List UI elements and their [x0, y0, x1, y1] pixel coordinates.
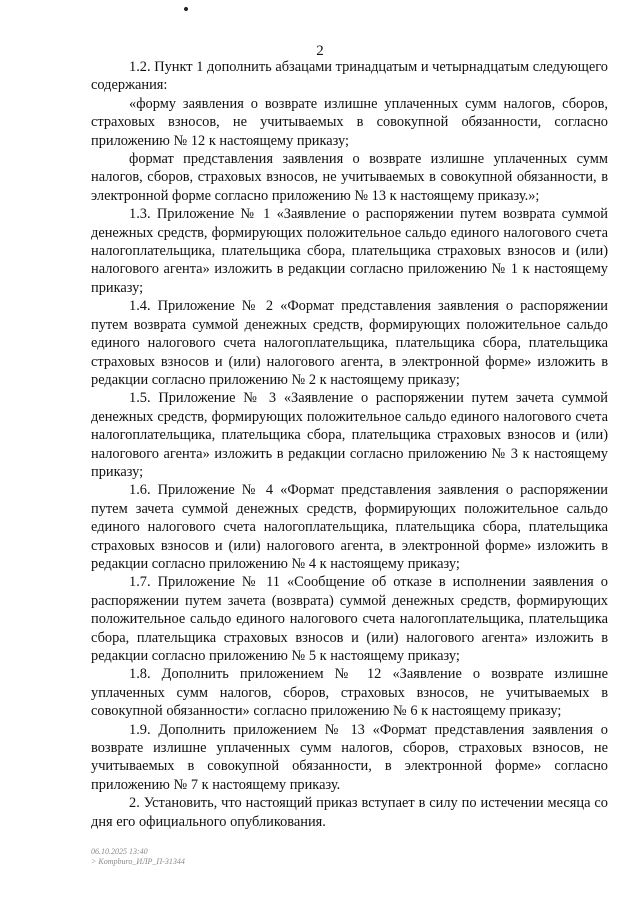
- paragraph-1-6: 1.6. Приложение № 4 «Формат представления заявления о распоряжении путем зачета суммой денежных средств, формирующих положительное сальдо единого налогового счета налогоплательщика, плательщика сбора, плательщика страховых взносов и (или) налогового агента, в электронной форме» изложить в редакции согласно приложению № 4 к настоящему приказу;: [91, 482, 608, 572]
- footer-timestamp: 06.10.2025 13:40: [91, 847, 148, 856]
- paragraph-1-5: 1.5. Приложение № 3 «Заявление о распоряжении путем зачета суммой денежных средств, формирующих положительное сальдо единого налогового счета налогоплательщика, плательщика сбора, плательщика страховых взносов и (или) налогового агента» изложить в редакции согласно приложению № 3 к настоящему приказу;: [91, 390, 608, 480]
- paragraph-2: 2. Установить, что настоящий приказ вступает в силу по истечении месяца со дня его официального опубликования.: [91, 795, 608, 830]
- document-body: [91, 58, 608, 831]
- paragraph-1-9: 1.9. Дополнить приложением № 13 «Формат представления заявления о возврате излишне уплаченных сумм налогов, сборов, страховых взносов, не учитываемых в совокупной обязанности, в электронной форме» согласно приложению № 7 к настоящему приказу.: [91, 721, 608, 793]
- paragraph-1-3: 1.3. Приложение № 1 «Заявление о распоряжении путем возврата суммой денежных средств, формирующих положительное сальдо единого налогового счета налогоплательщика, плательщика сбора, плательщика страховых взносов и (или) налогового агента» изложить в редакции согласно приложению № 1 к настоящему приказу;: [91, 206, 608, 296]
- footer-document-id: > Kompburo_ИЛР_П-31344: [91, 857, 185, 866]
- paragraph-1-2: 1.2. Пункт 1 дополнить абзацами тринадцатым и четырнадцатым следующего содержания:: [91, 59, 608, 94]
- paragraph-quote-format: формат представления заявления о возврате излишне уплаченных сумм налогов, сборов, страховых взносов, не учитываемых в совокупной обязанности, в электронной форме согласно приложению № 13 к настоящему приказу.»;: [91, 151, 608, 204]
- paragraph-1-8: 1.8. Дополнить приложением № 12 «Заявление о возврате излишне уплаченных сумм налогов, сборов, страховых взносов, не учитываемых в совокупной обязанности» согласно приложению № 6 к настоящему приказу;: [91, 666, 608, 720]
- paragraph-1-7: 1.7. Приложение № 11 «Сообщение об отказе в исполнении заявления о распоряжении путем зачета (возврата) суммой денежных средств, формирующих положительное сальдо единого налогового счета налогоплательщика, плательщика сбора, плательщика страховых взносов и (или) налогового агента» изложить в редакции согласно приложению № 5 к настоящему приказу;: [91, 574, 608, 664]
- scan-speck: [183, 6, 188, 11]
- paragraph-quote-form: «форму заявления о возврате излишне уплаченных сумм налогов, сборов, страховых взносов, не учитываемых в совокупной обязанности, согласно приложению № 12 к настоящему приказу;: [91, 95, 608, 149]
- footer-stamp: [91, 847, 185, 867]
- page-number: 2: [316, 43, 324, 59]
- paragraph-1-4: 1.4. Приложение № 2 «Формат представления заявления о распоряжении путем возврата суммой денежных средств, формирующих положительное сальдо единого налогового счета налогоплательщика, плательщика сбора, плательщика страховых взносов и (или) налогового агента, в электронной форме» изложить в редакции согласно приложению № 2 к настоящему приказу;: [91, 298, 608, 388]
